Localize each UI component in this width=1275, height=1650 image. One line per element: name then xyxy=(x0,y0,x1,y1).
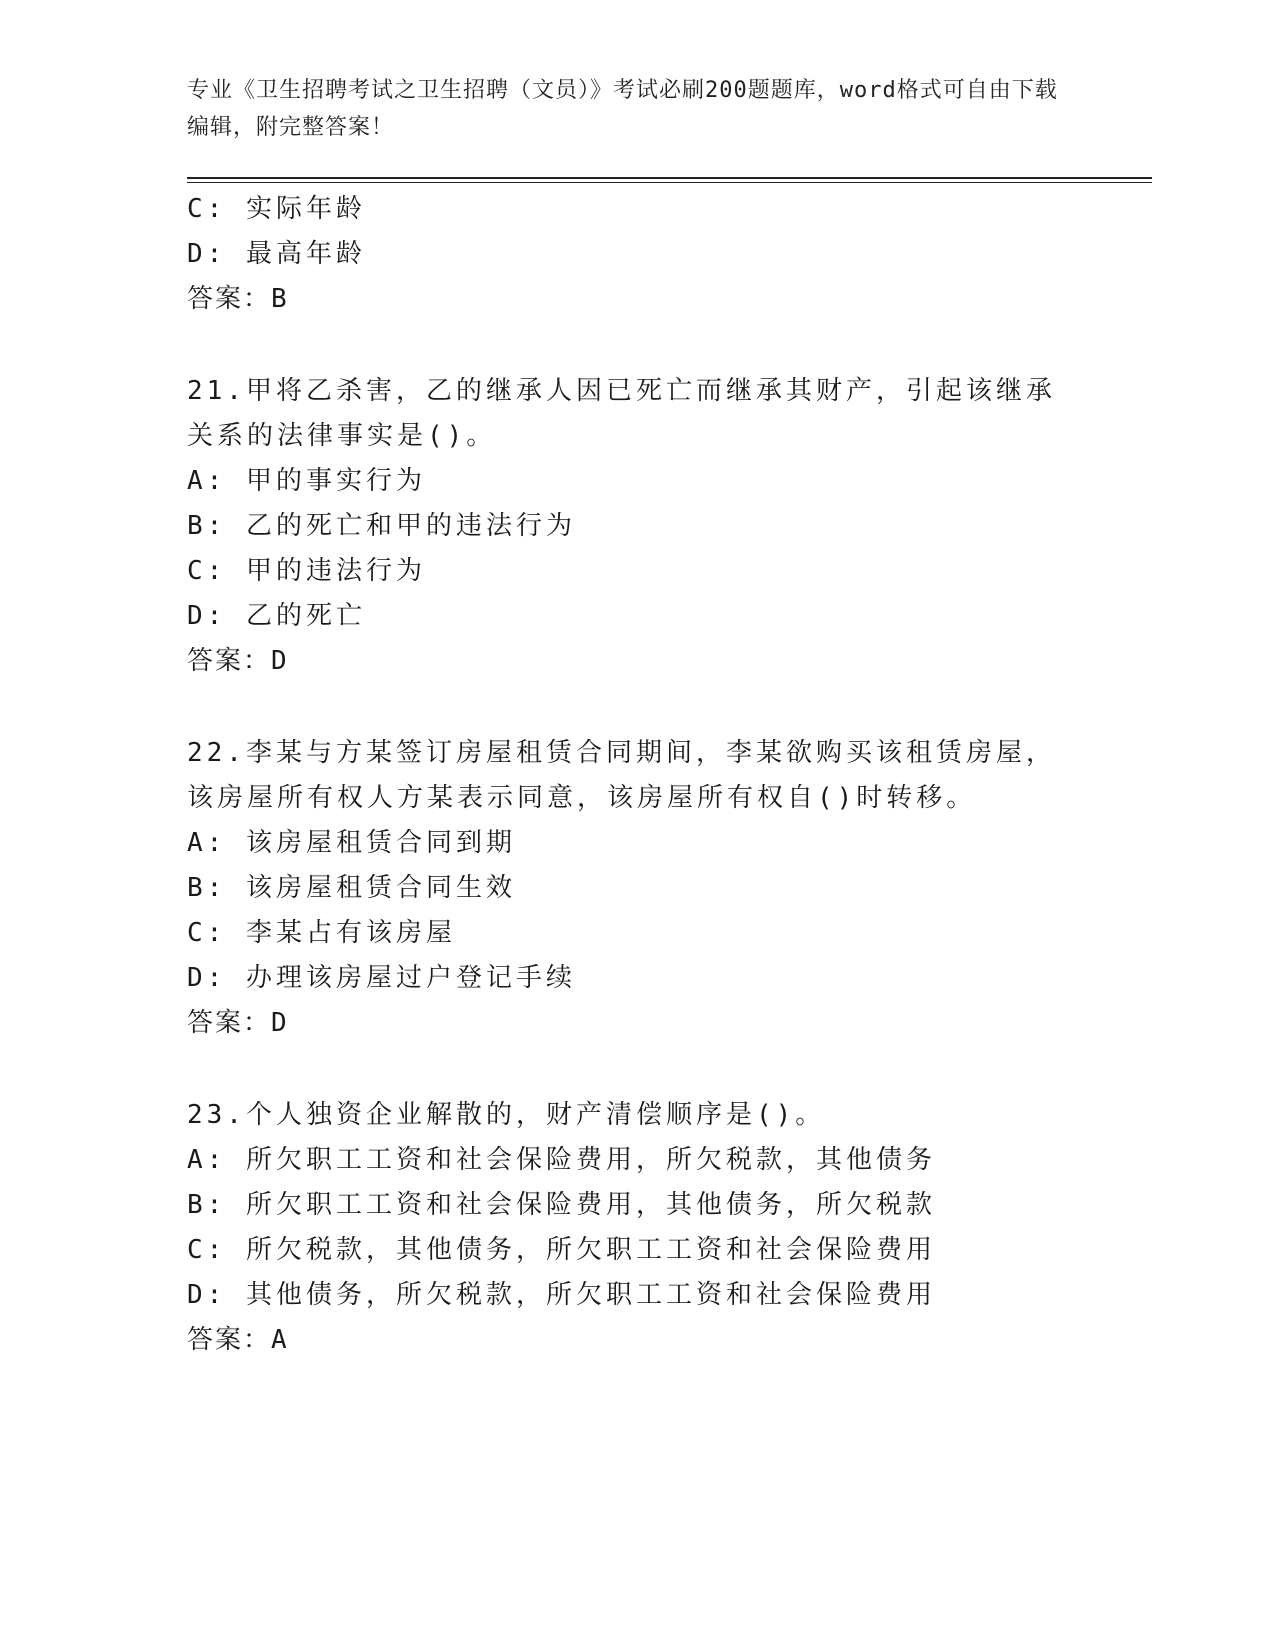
option-b: B: 该房屋租赁合同生效 xyxy=(187,873,516,903)
option-b: B: 所欠职工工资和社会保险费用，其他债务，所欠税款 xyxy=(187,1190,936,1220)
header-divider-thin xyxy=(187,182,1152,183)
option-a: A: 所欠职工工资和社会保险费用，所欠税款，其他债务 xyxy=(187,1145,936,1175)
document-header: 专业《卫生招聘考试之卫生招聘（文员）》考试必刷200题题库，word格式可自由下载编辑，附完整答案！ xyxy=(187,78,1058,140)
option-c: C: 李某占有该房屋 xyxy=(187,918,456,948)
question-text: 22.李某与方某签订房屋租赁合同期间，李某欲购买该租赁房屋，该房屋所有权人方某表示同意，该房屋所有权自()时转移。 xyxy=(187,738,1056,813)
spacer xyxy=(187,322,1087,369)
option-c: C: 甲的违法行为 xyxy=(187,556,426,586)
option-d: D: 乙的死亡 xyxy=(187,601,366,631)
question-text: 23.个人独资企业解散的，财产清偿顺序是()。 xyxy=(187,1100,826,1130)
option-c: C: 所欠税款，其他债务，所欠职工工资和社会保险费用 xyxy=(187,1235,936,1265)
spacer xyxy=(187,684,1087,731)
header-divider-thick xyxy=(187,177,1152,179)
question-text: 21.甲将乙杀害，乙的继承人因已死亡而继承其财产，引起该继承关系的法律事实是()。 xyxy=(187,376,1056,451)
question-block-23 xyxy=(187,1093,1087,1363)
question-block-20 xyxy=(187,187,1087,322)
option-b: B: 乙的死亡和甲的违法行为 xyxy=(187,511,576,541)
answer: 答案：B xyxy=(187,284,289,314)
option-d: D: 办理该房屋过户登记手续 xyxy=(187,963,576,993)
answer: 答案：D xyxy=(187,1008,289,1038)
option-a: A: 甲的事实行为 xyxy=(187,466,426,496)
question-list xyxy=(187,187,1087,1363)
option-c: C: 实际年龄 xyxy=(187,194,366,224)
question-block-21 xyxy=(187,369,1087,684)
option-d: D: 最高年龄 xyxy=(187,239,366,269)
answer: 答案：D xyxy=(187,646,289,676)
question-block-22 xyxy=(187,731,1087,1046)
option-a: A: 该房屋租赁合同到期 xyxy=(187,828,516,858)
answer: 答案：A xyxy=(187,1325,289,1355)
option-d: D: 其他债务，所欠税款，所欠职工工资和社会保险费用 xyxy=(187,1280,936,1310)
spacer xyxy=(187,1046,1087,1093)
